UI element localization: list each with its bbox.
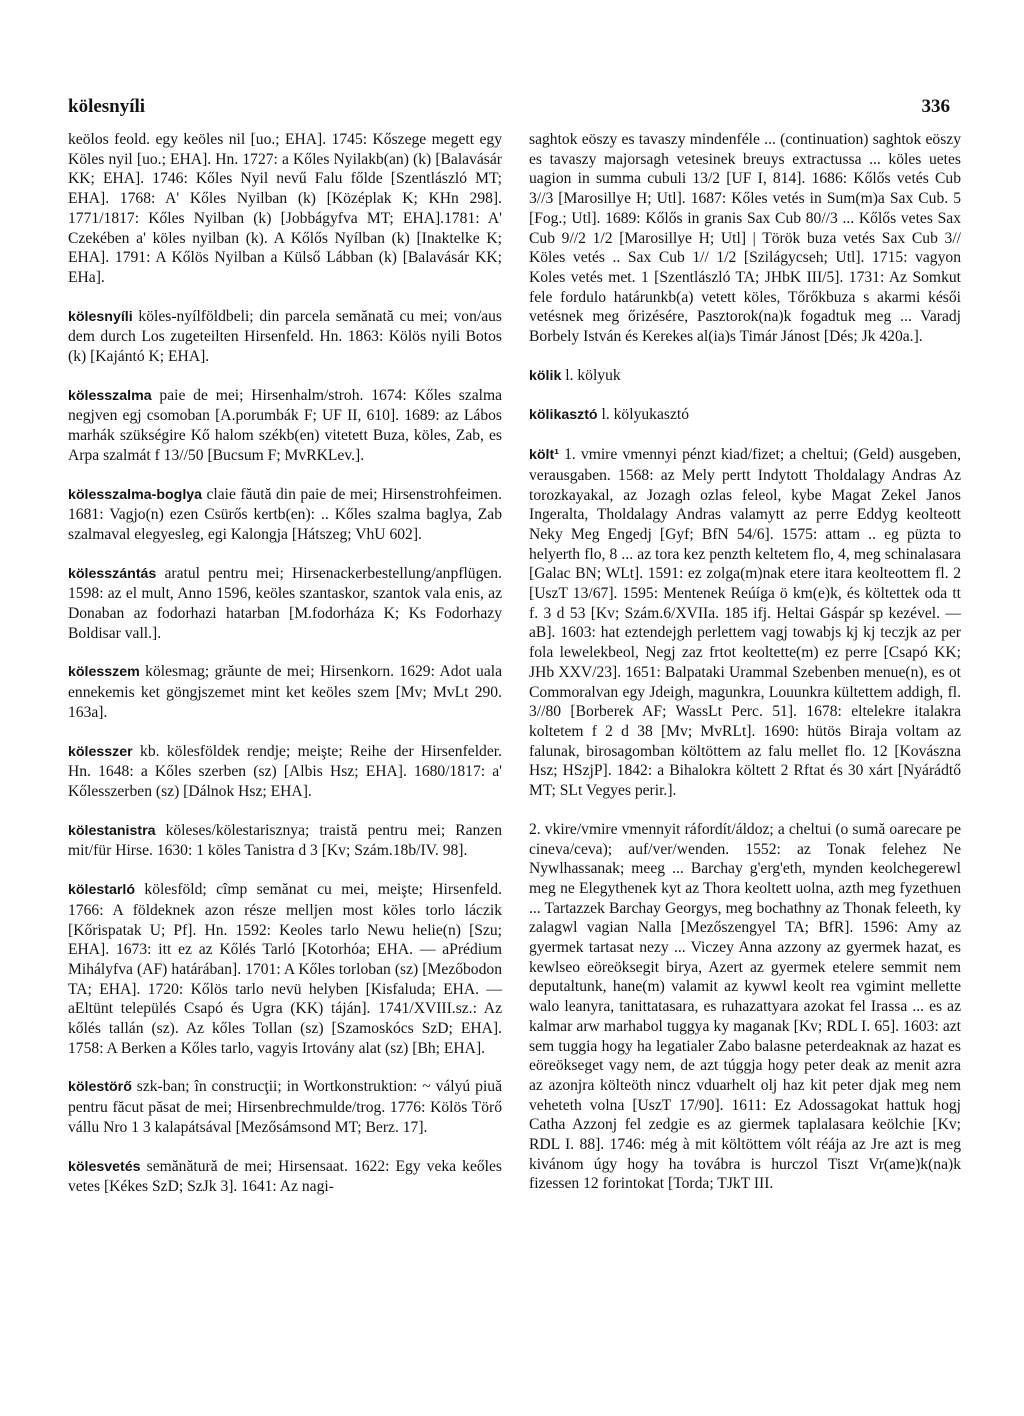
entry-text: claie făută din paie de mei; Hirsenstrohfeimen. 1681: Vagjo(n) ezen Csürős kertb(en): .. Kőles szalma baglya, Zab szalmaval elegyesleg, egi Kalongja [Hátszeg; VhU 602]. xyxy=(68,485,502,543)
entry-lemma: kölesszem xyxy=(68,664,140,681)
entry-lemma: kölestarló xyxy=(68,882,136,899)
dictionary-entry xyxy=(68,880,502,1058)
dictionary-entry xyxy=(529,366,961,387)
entry-text: kölesmag; grăunte de mei; Hirsenkorn. 1629: Adot uala ennekemis ket göngjszemet mint ket keöles szem [Mv; MvLt 290. 163a]. xyxy=(68,663,502,721)
dictionary-entry xyxy=(529,820,961,1194)
entry-lemma: kölesszántás xyxy=(68,565,157,582)
dictionary-entry xyxy=(68,821,502,861)
dictionary-entry xyxy=(68,307,502,367)
entry-lemma: kölik xyxy=(529,367,562,384)
dictionary-entry xyxy=(68,386,502,466)
entry-lemma: kölestörő xyxy=(68,1079,132,1096)
running-headword: kölesnyíli xyxy=(68,96,146,117)
dictionary-entry xyxy=(529,405,961,426)
entry-lemma: kölesszalma-boglya xyxy=(68,486,203,503)
entry-lemma: kölesvetés xyxy=(68,1158,141,1175)
dictionary-entry xyxy=(68,130,502,288)
dictionary-entry xyxy=(68,1077,502,1137)
entry-text: keölos feold. egy keöles nil [uo.; EHA]. 1745: Kőszege megett egy Köles nyil [uo.; EHA]. Hn. 1727: a Kőles Nyilakb(an) (k) [Balavásár KK; EHA]. 1746: Kőles Nyil nevű Falu főlde [Szentlászló MT; EHA]. 1768: A' Kőles Nyilban (k) [Középlak K; KHn 298]. 1771/1817: Kőles Nyilban (k) [Jobbágyfva MT; EHA].1781: A' Czekében a' köles nyilban (k). A Kőlős Nyílban (k) [Inaktelke K; EHA]. 1791: A Kőlös Nyilban a Külső Lábban (k) [Balavásár KK; EHa]. xyxy=(68,131,502,286)
entry-text: l. kölyuk xyxy=(561,366,621,384)
dictionary-entry xyxy=(68,564,502,644)
page-number: 336 xyxy=(921,96,950,117)
entry-lemma: kölestanistra xyxy=(68,822,156,839)
dictionary-entry xyxy=(68,1157,502,1197)
right-column xyxy=(529,130,961,1213)
entry-lemma: kölesnyíli xyxy=(68,308,133,325)
entry-text: semănătură de mei; Hirsensaat. 1622: Egy veka keőles vetes [Kékes SzD; SzJk 3]. 1641: Az nagi- xyxy=(68,1157,502,1196)
entry-text: szk-ban; în construcţii; in Wortkonstruktion: ~ vályú piuă pentru făcut păsat de mei; Hirsenbrechmulde/trog. 1776: Kölös Törő vállu Nro 1 3 kalapátsával [Mezősámsond MT; Berz. 17]. xyxy=(68,1078,502,1136)
entry-text: paie de mei; Hirsenhalm/stroh. 1674: Kőles szalma negjven egj csomoban [A.porumbák F; UF II, 610]. 1689: az Lábos marhák szükségire Kő halom székb(en) vitetett Buza, köles, Zab, es Arpa szalmát f 13//50 [Bucsum F; MvRKLev.]. xyxy=(68,386,502,464)
entry-text: kölesföld; cîmp semănat cu mei, meişte; Hirsenfeld. 1766: A földeknek azon része melljen most köles torlo láczik [Kőrispatak U; Pf]. Hn. 1592: Keoles tarlo Newu helie(n) [Szu; EHA]. 1673: itt ez az Kőlés Tarló [Kotorhóa; EHA. — aPrédium Mihályfva (AF) határában]. 1701: A Kőles torloban (sz) [Mezőbodon TA; EHA]. 1720: Kőlös tarlo nevü helyben [Kisfaluda; EHA. — aEltünt település Csapó és Ugra (KK) táján]. 1741/XVIII.sz.: Az kőlés tallán (sz). Az kőles Tollan (sz) [Szamoskócs SzD; EHA]. 1758: A Berken a Kőles tarlo, vagyis Irtovány alat (sz) [Bh; EHA]. xyxy=(68,881,502,1057)
dictionary-entry xyxy=(68,662,502,722)
entry-text: saghtok eöszy es tavaszy mindenféle ... (continuation) saghtok eöszy es tavaszy majorsagh vetesinek breuys extractussa ... köles uetes uagion in summa cubuli 13/2 [UF I, 814]. 1686: Kőlős vetés Cub 3//3 [Marosillye H; Utl]. 1687: Kőles vetés in Sum(m)a Sax Cub. 5 [Fog.; Utl]. 1689: Kőlős in granis Sax Cub 80//3 ... Kőlős vetes Sax Cub 9//2 1/2 [Marosillye H; Utl] | Török buza vetés Sax Cub 3// Köles vetés .. Sax Cub 1// 1/2 [Szilágycseh; Utl]. 1715: vagyon Koles vetés met. 1 [Szentlászló TA; JHbK III/5]. 1731: Az Somkut fele fordulo határunkb(a) vetett köles, Tőrőkbuza s akarmi késői vetésnek meg őrizésére, Pasztorok(na)k fogadtuk meg ... Varadj Borbely István és Kerekes al(ia)s Timár Jánost [Dés; Jk 420a.]. xyxy=(529,131,961,346)
dictionary-entry xyxy=(529,445,961,801)
entry-lemma: kölesszalma xyxy=(68,387,152,404)
entry-text: kb. kölesföldek rendje; meişte; Reihe der Hirsenfelder. Hn. 1648: a Kőles szerben (sz) [Albis Hsz; EHA]. 1680/1817: a' Kőlesszerben (sz) [Dálnok Hsz; EHA]. xyxy=(68,742,502,800)
dictionary-entry xyxy=(68,485,502,545)
entry-text: köles-nyílföldbeli; din parcela semănată cu mei; von/aus dem durch Los zugeteilten Hirsenfeld. Hn. 1863: Kölös nyili Botos (k) [Kajántó K; EHA]. xyxy=(68,307,502,366)
entry-text: l. kölyukasztó xyxy=(597,406,689,424)
left-column xyxy=(68,130,502,1216)
entry-lemma: kölikasztó xyxy=(529,407,598,424)
entry-text: 1. vmire vmennyi pénzt kiad/fizet; a cheltui; (Geld) ausgeben, verausgaben. 1568: az Mely pertt Indytott Tholdalagy Andras Az torozkayakal, az Jozagh ozlas feleol, kybe Magat Zekel Janos Ingeralta, Tholdalagy Andras valamytt az perre Eddyg keolteott Neky Meg Engedj [Gyf; BfN 54/6]. 1575: attam .. eg püzta to helyerth flo, 8 ... az tora kez penzth keltetem flo, 4, meg schinalasara [Galac BN; WLt]. 1591: ez zolga(m)nak etere itara keolteottem fl. 2 [UszT 13/67]. 1595: Mentenek Reúíga ö km(e)k, és költettek oda tt f. 3 d 53 [Kv; Szám.6/XVIIa. 185 ifj. Heltai Gáspár sp kezével. —aB]. 1603: hat eztendejgh perlettem vagj towabjs kj kj teczjk az per fola lewelekbeol, Negj zaz frtot keoltette(m) ez perre [Csapó KK; JHb XXV/23]. 1651: Balpataki Urammal Szebenben menue(n), es ot Commoralvan egy Jdeigh, magunkra, Louunkra kültettem addigh, fl. 3//80 [Borberek AF; WassLt Perc. 51]. 1678: eltelekre italakra koltetem f 2 d 38 [Mv; MvRLt]. 1690: hütös Biraja voltam az falunak, birosagomban költöttem az falu mellet flo. 12 [Kovászna Hsz; HSzjP]. 1842: a Bihalokra költett 2 Rftat és 30 xárt [Nyárádtő MT; SLt Vegyes perir.]. xyxy=(529,446,961,800)
entry-text: köleses/kölestarisznya; traistă pentru mei; Ranzen mit/für Hirse. 1630: 1 köles Tanistra d 3 [Kv; Szám.18b/IV. 98]. xyxy=(68,821,502,860)
entry-text: aratul pentru mei; Hirsenackerbestellung/anpflügen. 1598: az el mult, Anno 1596, keöles szantaskor, szantok vala enis, az Donaban az fodorhazi hatarban [M.fodorháza K; Ks Fodorhazy Boldisar vall.]. xyxy=(68,564,502,642)
dictionary-entry xyxy=(529,130,961,347)
entry-text: 2. vkire/vmire vmennyit ráfordít/áldoz; a cheltui (o sumă oarecare pe cineva/ceva); auf/ver/wenden. 1552: az Tonak felehez Ne Nywlhassanak; meeg ... Barchay g'erg'eth, mynden keolchegerewl meg ne Elegythenek kyt az Thora keoltett uolna, azth meg fyzethuen ... Tartazzek Barchay Georgys, meg bochathny az Thonak feleeth, ky zalagwl vagian Nalla [Mezőszengyel TA; BfR]. 1596: Amy az gyermek tartasat nezy ... Viczey Anna azzony az gyermek hazat, es kewlseo eöreöksegit birya, Azert az gyermek etelere semmit nem deputaltunk, hane(m) valamit az kywwl keolt rea vgimint mellette walo leanyra, tanittatasara, es ruhazattyara azokat fel Irassa ... es az kalmar arw marhabol tuggya ky maganak [Kv; RDL I. 65]. 1603: azt sem tuggia hogy ha legatialer Zabo balasne peterdeaknak az hazat es eöreökseget vagy nem, de azt túggja hogy peter deak az menit azra az azonjra költeöth nincz vduarhelt olj haz kit peter djak meg nem veheteth volna [UszT 17/90]. 1611: Ez Adossagokat hattuk hogj Catha Azzonj fel zedgie es az giermek taplalasara keölchie [Kv; RDL I. 88]. 1746: még à mit költöttem vólt réája az Jre azt is meg kivánom úgy hogy ha továbra is hurczol Tiszt Vr(ame)k(na)k fizessen 12 forintokat [Torda; TJkT III. xyxy=(529,820,961,1193)
entry-lemma: költ¹ xyxy=(529,447,559,464)
entry-lemma: kölesszer xyxy=(68,743,133,760)
dictionary-entry xyxy=(68,742,502,802)
page-header xyxy=(68,96,950,126)
